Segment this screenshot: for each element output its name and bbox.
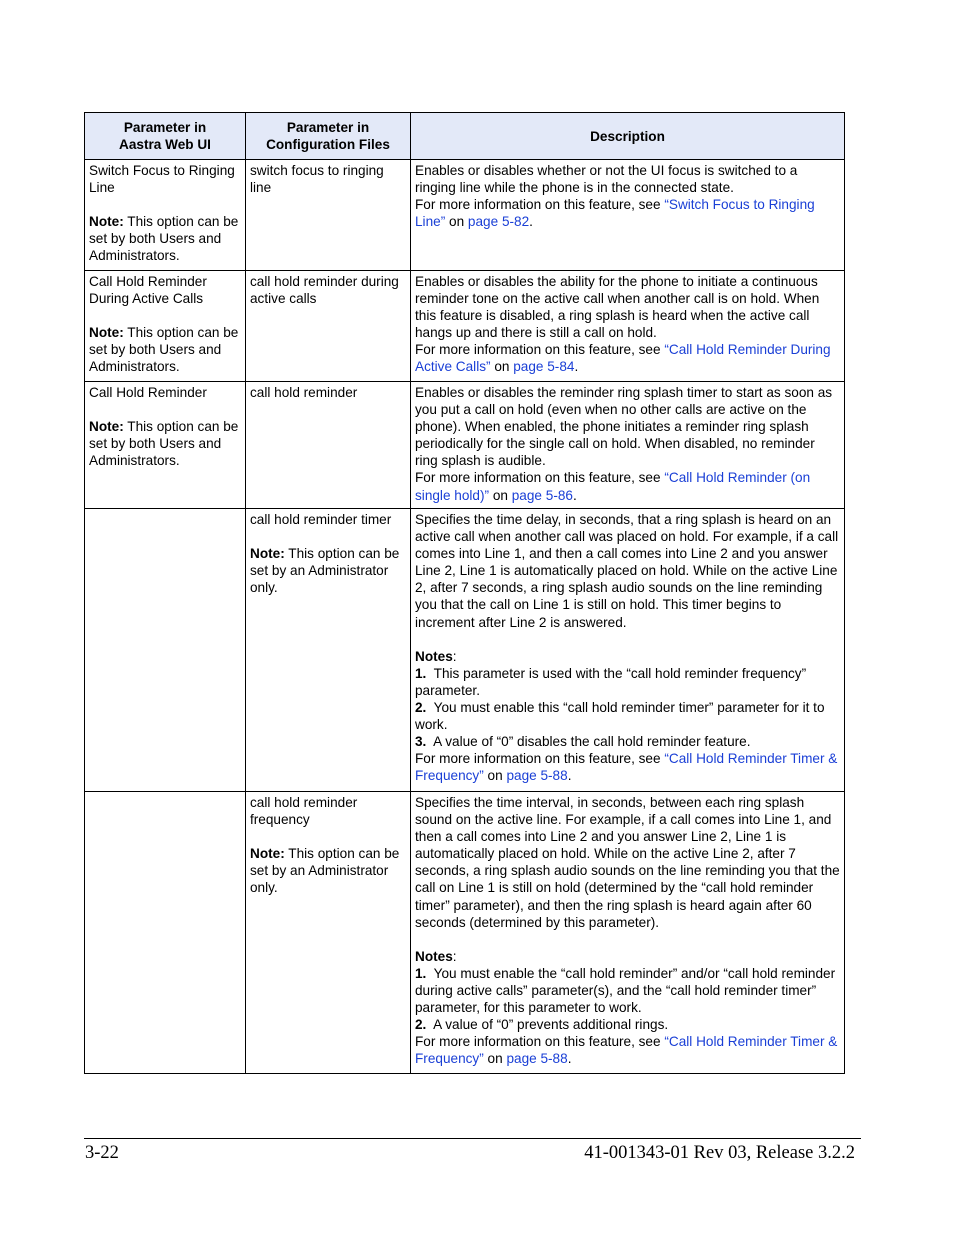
description-cell [411,271,845,382]
note-item [415,699,840,733]
page-link[interactable]: page 5-88 [506,1051,568,1067]
notes-label: Notes [415,648,453,664]
section-link[interactable]: “Call Hold Reminder During Active Calls” [415,342,831,375]
config-cell [246,382,411,509]
section-link[interactable]: “Call Hold Reminder (on single hold)” [415,470,811,503]
footer-rule [84,1138,861,1139]
description-cell [411,160,845,271]
note-item-text: This parameter is used with the “call hold reminder frequency” parameter. [415,665,810,698]
page-link[interactable]: page 5-82 [467,214,530,230]
page-link[interactable]: page 5-84 [513,359,575,375]
description-text: Specifies the time interval, in seconds, between each ring splash sound on the active line. For example, if a call comes into Line 1, and then a call comes into Line 2 and you answer Line 2, Line 1 is automatically placed on hold. While on the active Line 2, after 7 seconds, a ring splash audio sounds on the line reminding you that the call on Line 1 is still on hold (determined by the “call hold reminder timer” parameter), and then the ring splash is heard again after 60 seconds (determined by this parameter). [415,795,840,930]
note-label: Note: [89,419,124,435]
more-info-end: . [529,214,533,230]
table-row [85,792,845,1074]
more-info-on: on [483,1051,507,1067]
header-config-line1: Parameter in [286,120,370,135]
web-ui-cell [85,160,246,271]
more-info-prefix: For more information on this feature, see [415,751,665,767]
more-info-on: on [445,214,468,230]
page-link[interactable]: page 5-86 [511,487,573,503]
more-info-on: on [483,768,507,784]
note-number: 1. [415,965,427,981]
page-link[interactable]: page 5-88 [506,768,568,784]
header-web-ui-line2: Aastra Web UI [119,137,211,152]
parameters-table [84,112,845,1074]
more-info-prefix: For more information on this feature, see [415,197,665,213]
note-label: Note: [89,214,124,230]
note-item [415,733,840,750]
config-param: call hold reminder frequency [250,795,358,828]
more-info [415,341,840,375]
config-param: call hold reminder during active calls [250,274,399,307]
note-number: 3. [415,734,427,750]
description-text: Enables or disables whether or not the UI focus is switched to a ringing line while the phone is in the connected state. [415,163,798,196]
header-description: Description [411,113,845,160]
description-text: Enables or disables the ability for the phone to initiate a continuous reminder tone on the active call when another call is on hold. When this feature is disabled, a ring splash is heard when the active call hangs up and there is still a call on hold. [415,274,820,341]
more-info [415,469,840,503]
web-ui-note [89,418,241,469]
note-label: Note: [89,325,124,341]
header-config-line2: Configuration Files [266,137,390,152]
more-info-on: on [489,487,512,503]
config-cell [246,509,411,792]
more-info [415,1033,840,1067]
config-note [250,545,406,596]
note-item-text: A value of “0” disables the call hold reminder feature. [426,734,751,750]
more-info-prefix: For more information on this feature, see [415,470,665,486]
footer-document-id: 41-001343-01 Rev 03, Release 3.2.2 [584,1143,855,1163]
note-number: 2. [415,700,427,716]
more-info [415,196,840,230]
note-text: This option can be set by both Users and Administrators. [89,214,239,264]
note-item-text: You must enable the “call hold reminder” and/or “call hold reminder during active calls” parameter(s), and the “call hold reminder timer” parameter, for this parameter to work. [415,965,839,1016]
note-label: Note: [250,546,285,562]
note-text: This option can be set by both Users and Administrators. [89,419,239,469]
config-param: call hold reminder [250,385,358,400]
description-cell [411,509,845,792]
section-link[interactable]: “Call Hold Reminder Timer & Frequency” [415,751,838,784]
more-info-end: . [567,1051,572,1067]
table-row [85,382,845,509]
more-info-end: . [572,487,577,503]
description-cell [411,792,845,1074]
note-item-text: You must enable this “call hold reminder timer” parameter for it to work. [415,700,829,733]
footer-page-number: 3-22 [85,1143,119,1163]
note-text: This option can be set by an Administrator only. [250,846,400,896]
web-ui-param: Call Hold Reminder [89,385,207,400]
notes-heading [415,648,840,665]
config-cell [246,271,411,382]
config-param: switch focus to ringing line [250,163,384,196]
note-item [415,1016,840,1033]
config-cell [246,160,411,271]
section-link[interactable]: “Call Hold Reminder Timer & Frequency” [415,1034,838,1067]
config-param: call hold reminder timer [250,512,392,527]
note-label: Note: [250,846,285,862]
web-ui-note [89,213,241,264]
note-item [415,965,840,1016]
table-row [85,160,845,271]
notes-heading [415,948,840,965]
note-item-text: A value of “0” prevents additional rings. [426,1017,669,1033]
table-header-row [85,113,845,160]
notes-label: Notes [415,948,453,964]
web-ui-cell [85,271,246,382]
header-web-ui [85,113,246,160]
more-info-end: . [574,359,579,375]
web-ui-param: Switch Focus to Ringing Line [89,163,235,196]
more-info-end: . [567,768,572,784]
description-text: Specifies the time delay, in seconds, that a ring splash is heard on an active call when another call was placed on hold. For example, if a call comes into Line 1, and then a call comes into Line 2 and you answer Line 2, Line 1 is automatically placed on hold. While on the active Line 2, after 7 seconds, a ring splash audio sounds on the line reminding you that the call on Line 1 is still on hold. This timer begins to increment after Line 2 is answered. [415,512,839,630]
header-web-ui-line1: Parameter in [123,120,207,135]
config-note [250,845,406,896]
note-text: This option can be set by an Administrator only. [250,546,400,596]
table-row [85,271,845,382]
table-row [85,509,845,792]
more-info [415,750,840,784]
note-text: This option can be set by both Users and Administrators. [89,325,239,375]
section-link[interactable]: “Switch Focus to Ringing Line” [415,197,815,230]
notes-colon: : [452,648,457,664]
config-cell [246,792,411,1074]
notes-colon: : [452,948,457,964]
web-ui-cell [85,509,246,792]
more-info-prefix: For more information on this feature, see [415,1034,665,1050]
note-number: 2. [415,1017,427,1033]
header-config-files [246,113,411,160]
note-item [415,665,840,699]
web-ui-cell [85,382,246,509]
more-info-prefix: For more information on this feature, see [415,342,665,358]
more-info-on: on [490,359,514,375]
web-ui-cell [85,792,246,1074]
description-cell [411,382,845,509]
web-ui-param: Call Hold Reminder During Active Calls [89,274,207,307]
description-text: Enables or disables the reminder ring splash timer to start as soon as you put a call on hold (even when no other calls are active on the phone). When enabled, the phone initiates a reminder ring splash periodically for the single call on hold. When disabled, no reminder ring splash is audible. [415,385,833,469]
web-ui-note [89,324,241,375]
note-number: 1. [415,665,427,681]
